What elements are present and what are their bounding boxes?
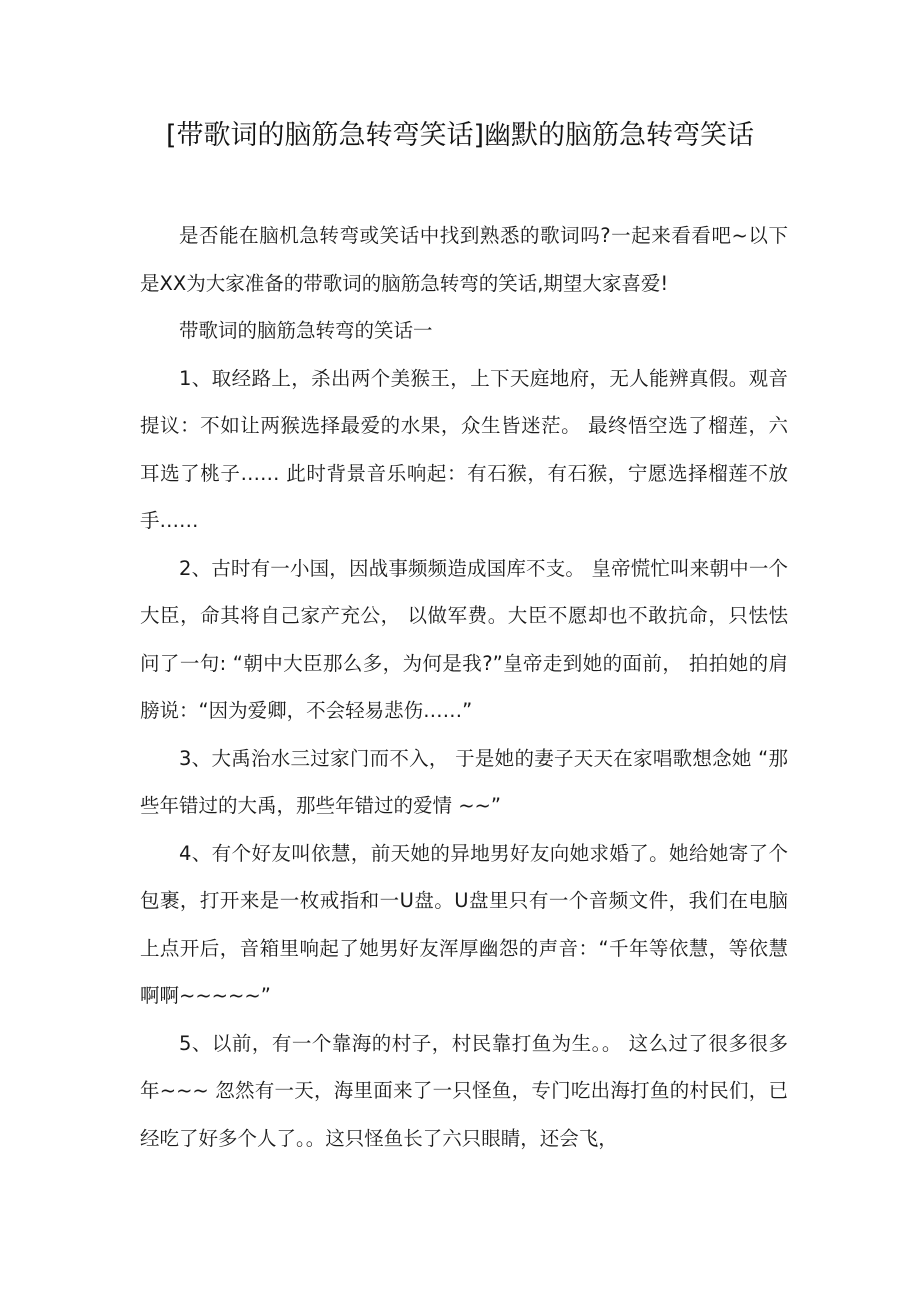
document-body (140, 212, 788, 1162)
joke-paragraph-5: 5、以前，有一个靠海的村子，村民靠打鱼为生。。 这么过了很多很多年~~~ 忽然有一天，海里面来了一只怪鱼，专门吃出海打鱼的村民们，已经吃了好多个人了。。这只怪鱼长了六只眼睛，还会飞， (140, 1031, 788, 1150)
document-title: [带歌词的脑筋急转弯笑话]幽默的脑筋急转弯笑话 (165, 120, 755, 151)
intro-paragraph: 是否能在脑机急转弯或笑话中找到熟悉的歌词吗?一起来看看吧~以下是XX为大家准备的带歌词的脑筋急转弯的笑话,期望大家喜爱! (140, 224, 788, 295)
joke-paragraph-2: 2、古时有一小国，因战事频频造成国库不支。 皇帝慌忙叫来朝中一个大臣，命其将自己家产充公， 以做军费。大臣不愿却也不敢抗命，只怯怯问了一句: “朝中大臣那么多，为何是我?”皇帝走到她的面前， 拍拍她的肩膀说：“因为爱卿，不会轻易悲伤……” (140, 556, 788, 722)
joke-paragraph-1: 1、取经路上，杀出两个美猴王，上下天庭地府，无人能辨真假。观音提议：不如让两猴选择最爱的水果，众生皆迷茫。 最终悟空选了榴莲，六耳选了桃子…… 此时背景音乐响起：有石猴，有石猴，宁愿选择榴莲不放手…… (140, 366, 788, 532)
joke-paragraph-4: 4、有个好友叫依慧，前天她的异地男好友向她求婚了。她给她寄了个包裹，打开来是一枚戒指和一U盘。U盘里只有一个音频文件，我们在电脑上点开后，音箱里响起了她男好友浑厚幽怨的声音：“千年等依慧，等依慧啊啊~~~~~” (140, 841, 788, 1007)
section-heading: 带歌词的脑筋急转弯的笑话一 (179, 319, 433, 342)
joke-paragraph-3: 3、大禹治水三过家门而不入， 于是她的妻子天天在家唱歌想念她 “那些年错过的大禹，那些年错过的爱情 ~~” (140, 746, 788, 817)
